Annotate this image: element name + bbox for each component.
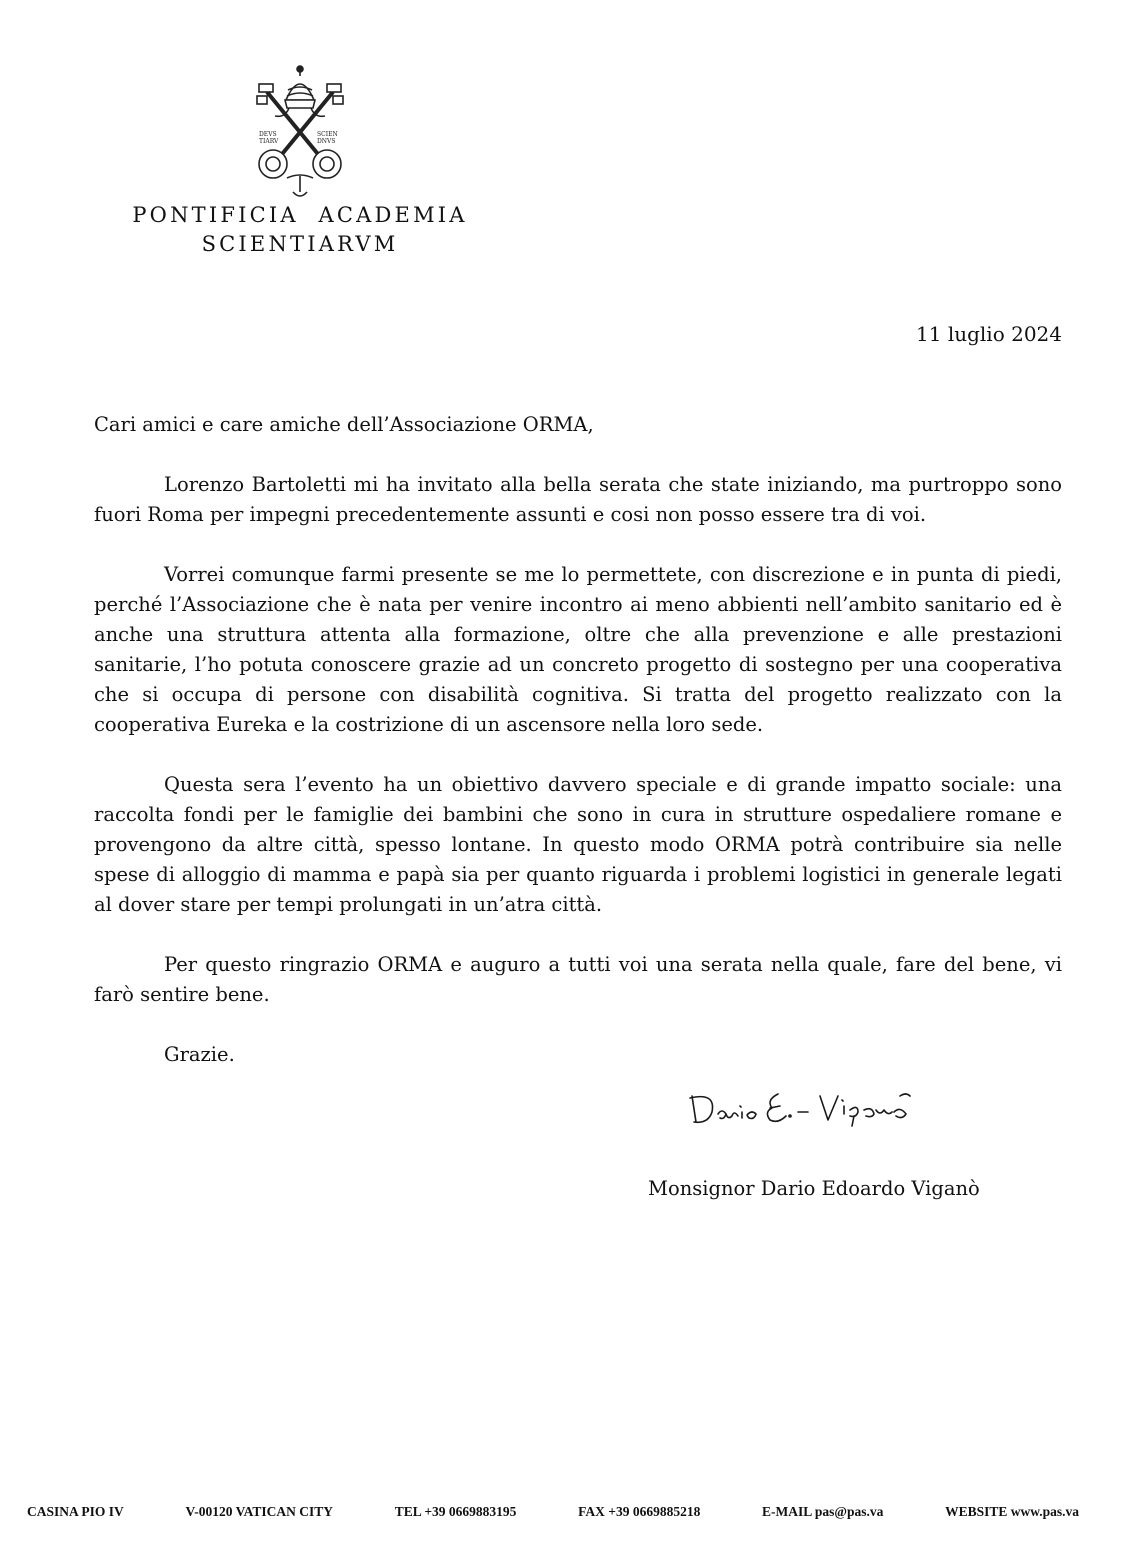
crossed-keys-emblem-icon (245, 60, 355, 200)
footer-fax: FAX +39 0669885218 (578, 1504, 701, 1519)
footer-email: E-MAIL pas@pas.va (762, 1504, 884, 1519)
body-paragraph-3: Questa sera l’evento ha un obiettivo davvero speciale e di grande impatto sociale: una raccolta fondi per le famiglie dei bambini che sono in cura in strutture ospedaliere romane e provengono da altre città, spesso lontane. In questo modo ORMA potrà contribuire sia nelle spese di alloggio di mamma e papà sia per quanto riguarda i problemi logistici in generale legati al dover stare per tempi prolungati in un’atra città. (94, 773, 1062, 916)
footer-contact-bar (27, 1504, 1079, 1520)
letter-body (94, 410, 1062, 1070)
crest-text-left-2: TIARV (259, 138, 279, 145)
footer-address-city: V-00120 VATICAN CITY (185, 1504, 334, 1519)
crest-text-left-1: DEVS (259, 131, 277, 138)
letter-date: 11 luglio 2024 (916, 322, 1062, 346)
organization-name-line1: PONTIFICIA ACADEMIA (132, 203, 468, 227)
crest-text-right-1: SCIEN (317, 131, 338, 138)
footer-address-building: CASINA PIO IV (27, 1504, 124, 1519)
footer-website: WEBSITE www.pas.va (945, 1504, 1079, 1519)
handwritten-signature (686, 1082, 936, 1132)
body-paragraph-1: Lorenzo Bartoletti mi ha invitato alla bella serata che state iniziando, ma purtroppo sono fuori Roma per impegni precedentemente assunti e cosi non posso essere tra di voi. (94, 473, 1062, 526)
salutation: Cari amici e care amiche dell’Associazione ORMA, (94, 413, 594, 436)
signatory-name: Monsignor Dario Edoardo Viganò (648, 1177, 980, 1200)
letterhead (100, 60, 500, 260)
body-paragraph-4: Per questo ringrazio ORMA e auguro a tutti voi una serata nella quale, fare del bene, vi farò sentire bene. (94, 953, 1062, 1006)
crest-text-right-2: DNVS (317, 138, 336, 145)
closing: Grazie. (164, 1043, 235, 1066)
body-paragraph-2: Vorrei comunque farmi presente se me lo permettete, con discrezione e in punta di piedi, perché l’Associazione che è nata per venire incontro ai meno abbienti nell’ambito sanitario ed è anche una struttura attenta alla formazione, oltre che alla prevenzione e alle prestazioni sanitarie, l’ho potuta conoscere grazie ad un concreto progetto di sostegno per una cooperativa che si occupa di persone con disabilità cognitiva. Si tratta del progetto realizzato con la cooperativa Eureka e la costrizione di un ascensore nella loro sede. (94, 563, 1062, 736)
organization-name-line2: SCIENTIARVM (201, 232, 399, 256)
footer-telephone: TEL +39 0669883195 (394, 1504, 517, 1519)
